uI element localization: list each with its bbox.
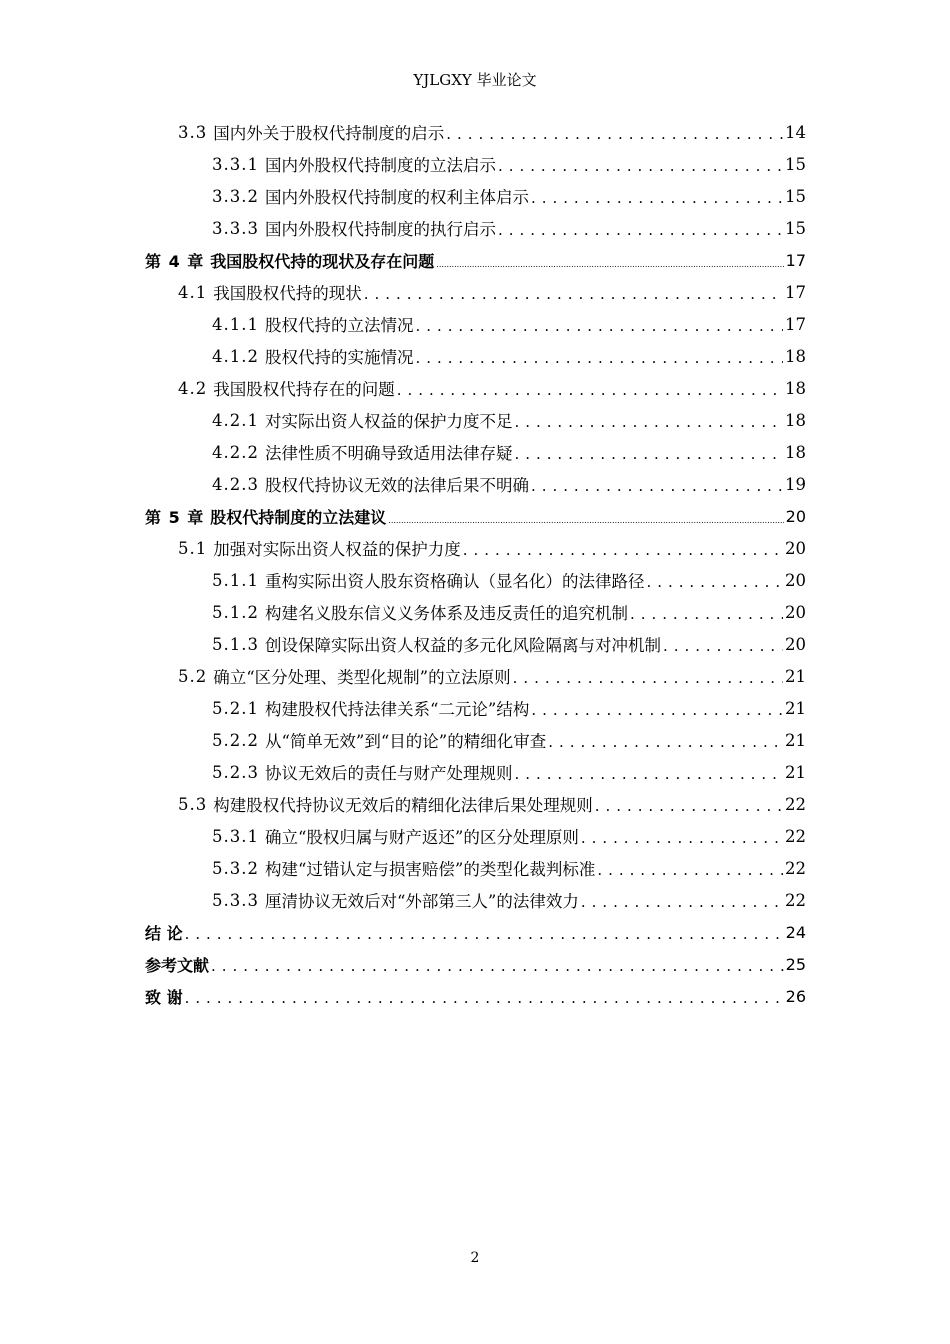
toc-dot-leader bbox=[646, 572, 783, 591]
toc-entry-page: 24 bbox=[785, 922, 806, 942]
toc-entry-title: 加强对实际出资人权益的保护力度 bbox=[213, 540, 461, 559]
toc-entry-page: 26 bbox=[785, 986, 806, 1006]
toc-entry[interactable] bbox=[178, 788, 806, 820]
toc-entry-title: 厘清协议无效后对“外部第三人”的法律效力 bbox=[264, 892, 579, 911]
toc-entry-title: 股权代持的立法情况 bbox=[264, 316, 414, 335]
toc-entry-title: 构建名义股东信义义务体系及违反责任的追究机制 bbox=[264, 604, 628, 623]
toc-entry-page: 14 bbox=[785, 122, 806, 142]
toc-entry-number: 5.2.1 bbox=[212, 698, 259, 718]
toc-entry-page: 22 bbox=[785, 858, 806, 878]
toc-entry-page: 21 bbox=[785, 730, 806, 750]
toc-entry-title: 我国股权代持存在的问题 bbox=[213, 380, 395, 399]
toc-entry-number: 3.3.1 bbox=[212, 154, 259, 174]
toc-entry-number: 5.1.1 bbox=[212, 570, 259, 590]
toc-entry-page: 20 bbox=[785, 506, 806, 526]
toc-entry[interactable] bbox=[212, 180, 806, 212]
toc-entry-page: 19 bbox=[785, 474, 806, 494]
toc-entry-page: 21 bbox=[785, 762, 806, 782]
toc-dot-leader bbox=[211, 956, 784, 975]
toc-dot-leader bbox=[463, 540, 783, 559]
toc-entry-title: 法律性质不明确导致适用法律存疑 bbox=[264, 444, 513, 463]
toc-dot-leader bbox=[581, 828, 783, 847]
toc-dot-leader bbox=[531, 700, 783, 719]
toc-entry-title: 确立“区分处理、类型化规制”的立法原则 bbox=[213, 668, 511, 687]
toc-entry-page: 20 bbox=[785, 602, 806, 622]
toc-entry-title: 国内外关于股权代持制度的启示 bbox=[213, 124, 445, 143]
toc-entry-page: 20 bbox=[785, 634, 806, 654]
page-header: YJLGXY 毕业论文 bbox=[413, 71, 537, 89]
toc-entry[interactable] bbox=[178, 532, 806, 564]
toc-entry-number: 3.3.2 bbox=[212, 186, 259, 206]
toc-entry-title: 构建股权代持法律关系“二元论”结构 bbox=[264, 700, 530, 719]
toc-entry[interactable] bbox=[212, 468, 806, 500]
toc-entry-title: 我国股权代持的现状及存在问题 bbox=[210, 251, 435, 271]
toc-entry-number: 第 4 章 bbox=[145, 251, 205, 271]
toc-entry-title: 对实际出资人权益的保护力度不足 bbox=[264, 412, 513, 431]
toc-entry-title: 国内外股权代持制度的权利主体启示 bbox=[264, 188, 529, 207]
toc-entry-number: 4.2.1 bbox=[212, 410, 259, 430]
toc-chapter-entry[interactable] bbox=[145, 500, 806, 532]
toc-entry-title: 国内外股权代持制度的执行启示 bbox=[264, 220, 496, 239]
toc-entry-page: 18 bbox=[785, 410, 806, 430]
toc-dot-leader bbox=[581, 892, 783, 911]
toc-dot-leader bbox=[595, 796, 783, 815]
toc-entry-page: 20 bbox=[785, 570, 806, 590]
toc-entry-page: 22 bbox=[785, 890, 806, 910]
toc-dot-leader bbox=[514, 412, 783, 431]
toc-entry[interactable] bbox=[212, 596, 806, 628]
toc-dot-leader bbox=[185, 924, 784, 943]
toc-entry[interactable] bbox=[212, 628, 806, 660]
toc-entry-title: 股权代持的实施情况 bbox=[264, 348, 414, 367]
toc-entry-number: 5.1.2 bbox=[212, 602, 259, 622]
toc-entry-number: 5.3.1 bbox=[212, 826, 259, 846]
toc-entry-number: 4.1 bbox=[178, 282, 208, 302]
toc-entry-title: 构建股权代持协议无效后的精细化法律后果处理规则 bbox=[213, 796, 593, 815]
toc-dot-leader bbox=[597, 860, 783, 879]
toc-entry-page: 17 bbox=[785, 250, 806, 270]
toc-chapter-entry[interactable] bbox=[145, 948, 806, 980]
toc-entry-page: 17 bbox=[785, 282, 806, 302]
toc-entry[interactable] bbox=[212, 692, 806, 724]
toc-dot-leader bbox=[446, 124, 783, 143]
toc-dot-leader bbox=[498, 220, 783, 239]
toc-dot-leader bbox=[514, 444, 783, 463]
toc-entry-title: 确立“股权归属与财产返还”的区分处理原则 bbox=[264, 828, 579, 847]
toc-entry-number: 3.3 bbox=[178, 122, 208, 142]
toc-dot-leader bbox=[531, 188, 783, 207]
toc-entry[interactable] bbox=[178, 116, 806, 148]
toc-dot-leader bbox=[364, 284, 783, 303]
toc-entry-number: 4.1.2 bbox=[212, 346, 259, 366]
page-number: 2 bbox=[470, 1250, 480, 1266]
toc-dot-leader bbox=[630, 604, 783, 623]
toc-dot-leader bbox=[415, 348, 783, 367]
toc-entry[interactable] bbox=[212, 148, 806, 180]
toc-entry[interactable] bbox=[212, 852, 806, 884]
toc-entry[interactable] bbox=[178, 660, 806, 692]
toc-entry-title: 重构实际出资人股东资格确认（显名化）的法律路径 bbox=[264, 572, 645, 591]
toc-entry-title: 创设保障实际出资人权益的多元化风险隔离与对冲机制 bbox=[264, 636, 661, 655]
toc-chapter-entry[interactable] bbox=[145, 244, 806, 276]
toc-entry-number: 5.2.3 bbox=[212, 762, 259, 782]
toc-dot-leader bbox=[513, 668, 783, 687]
toc-entry[interactable] bbox=[212, 820, 806, 852]
toc-entry[interactable] bbox=[178, 276, 806, 308]
toc-entry-number: 5.3 bbox=[178, 794, 208, 814]
toc-entry-page: 18 bbox=[785, 378, 806, 398]
toc-entry[interactable] bbox=[212, 884, 806, 916]
toc-entry-page: 22 bbox=[785, 794, 806, 814]
toc-dot-leader bbox=[548, 732, 783, 751]
toc-dot-leader bbox=[415, 316, 783, 335]
toc-entry-page: 21 bbox=[785, 666, 806, 686]
toc-dot-leader bbox=[663, 636, 783, 655]
toc-entry-page: 18 bbox=[785, 346, 806, 366]
toc-entry-page: 20 bbox=[785, 538, 806, 558]
toc-entry[interactable] bbox=[178, 372, 806, 404]
toc-entry-number: 5.2 bbox=[178, 666, 208, 686]
toc-entry[interactable] bbox=[212, 404, 806, 436]
toc-chapter-entry[interactable] bbox=[145, 980, 806, 1012]
toc-entry-title: 我国股权代持的现状 bbox=[213, 284, 362, 303]
toc-entry-number: 5.2.2 bbox=[212, 730, 259, 750]
toc-entry-number: 4.1.1 bbox=[212, 314, 259, 334]
toc-entry-title: 股权代持制度的立法建议 bbox=[210, 507, 387, 527]
toc-entry[interactable] bbox=[212, 308, 806, 340]
toc-entry-page: 21 bbox=[785, 698, 806, 718]
toc-dot-leader bbox=[436, 252, 783, 271]
toc-entry-number: 3.3.3 bbox=[212, 218, 259, 238]
toc-entry-page: 15 bbox=[785, 154, 806, 174]
toc-entry-title: 国内外股权代持制度的立法启示 bbox=[264, 156, 496, 175]
toc-entry[interactable] bbox=[212, 212, 806, 244]
toc-entry-title: 参考文献 bbox=[145, 955, 210, 975]
toc-entry-page: 22 bbox=[785, 826, 806, 846]
toc-dot-leader bbox=[531, 476, 783, 495]
toc-entry-title: 致 谢 bbox=[145, 987, 183, 1007]
toc-entry-page: 25 bbox=[785, 954, 806, 974]
toc-entry-page: 15 bbox=[785, 218, 806, 238]
toc-entry[interactable] bbox=[212, 724, 806, 756]
toc-entry-number: 5.3.2 bbox=[212, 858, 259, 878]
toc-entry-title: 从“简单无效”到“目的论”的精细化审查 bbox=[264, 732, 547, 751]
toc-entry-number: 4.2.2 bbox=[212, 442, 259, 462]
toc-entry-number: 4.2 bbox=[178, 378, 208, 398]
toc-entry-title: 股权代持协议无效的法律后果不明确 bbox=[264, 476, 529, 495]
toc-entry[interactable] bbox=[212, 564, 806, 596]
toc-entry-page: 15 bbox=[785, 186, 806, 206]
toc-dot-leader bbox=[498, 156, 783, 175]
toc-entry[interactable] bbox=[212, 340, 806, 372]
toc-entry-page: 18 bbox=[785, 442, 806, 462]
toc-entry-number: 第 5 章 bbox=[145, 507, 205, 527]
toc-entry-title: 协议无效后的责任与财产处理规则 bbox=[264, 764, 513, 783]
toc-dot-leader bbox=[185, 988, 784, 1007]
toc-dot-leader bbox=[514, 764, 783, 783]
toc-entry-title: 结 论 bbox=[145, 923, 183, 943]
toc-dot-leader bbox=[388, 508, 783, 527]
toc-entry-number: 5.3.3 bbox=[212, 890, 259, 910]
toc-entry[interactable] bbox=[212, 756, 806, 788]
toc-entry-page: 17 bbox=[785, 314, 806, 334]
toc-entry-number: 4.2.3 bbox=[212, 474, 259, 494]
toc-entry-title: 构建“过错认定与损害赔偿”的类型化裁判标准 bbox=[264, 860, 596, 879]
toc-dot-leader bbox=[397, 380, 783, 399]
toc-entry[interactable] bbox=[212, 436, 806, 468]
toc-chapter-entry[interactable] bbox=[145, 916, 806, 948]
toc-entry-number: 5.1.3 bbox=[212, 634, 259, 654]
toc-entry-number: 5.1 bbox=[178, 538, 208, 558]
